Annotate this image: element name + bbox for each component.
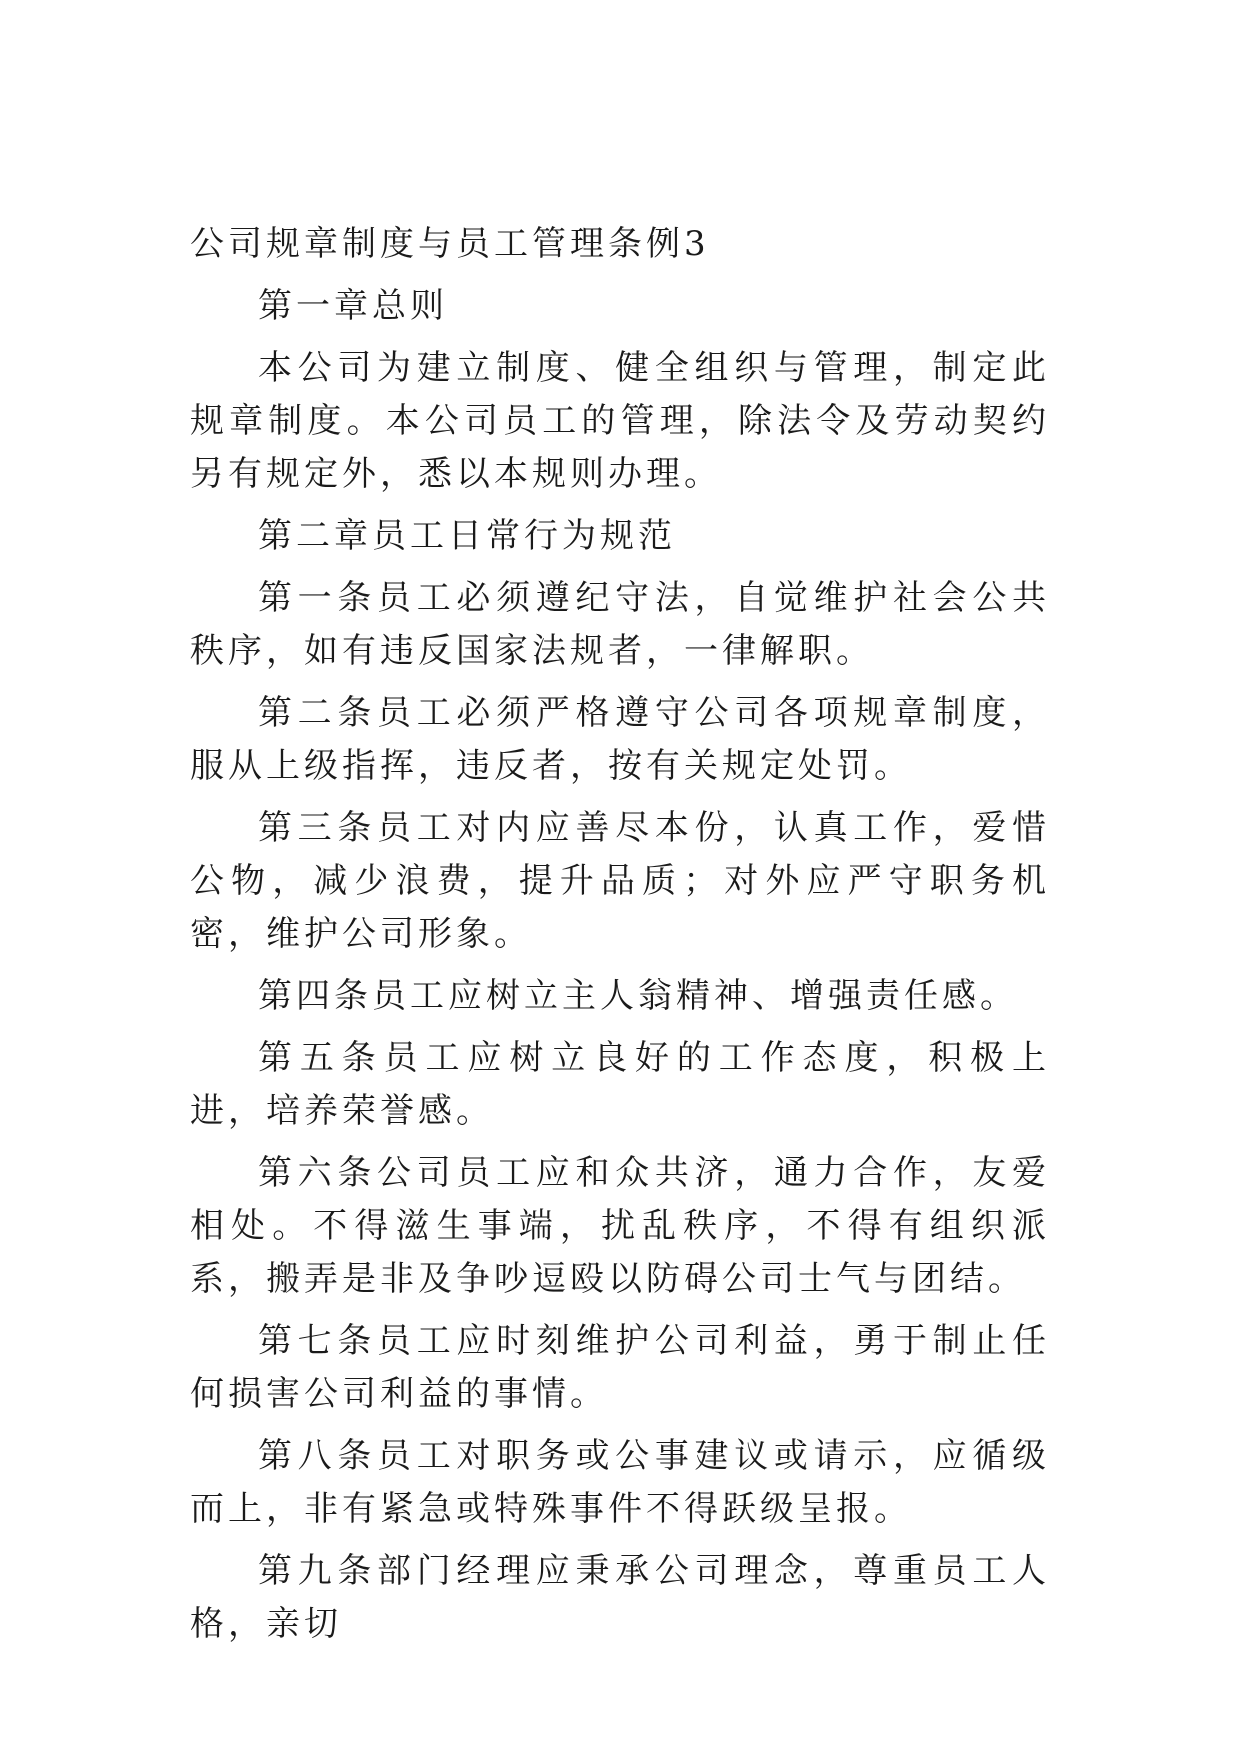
chapter-heading-2: 第二章员工日常行为规范: [258, 516, 676, 556]
article-2: 第二条员工必须严格遵守公司各项规章制度，服从上级指挥，违反者，按有关规定处罚。: [190, 693, 1050, 786]
article-5: 第五条员工应树立良好的工作态度，积极上进，培养荣誉感。: [190, 1038, 1050, 1131]
article-8: 第八条员工对职务或公事建议或请示，应循级而上，非有紧急或特殊事件不得跃级呈报。: [190, 1436, 1050, 1529]
document-title: 公司规章制度与员工管理条例3: [190, 224, 710, 264]
article-3: 第三条员工对内应善尽本份，认真工作，爱惜公物，减少浪费，提升品质；对外应严守职务机密，维护公司形象。: [190, 808, 1050, 954]
article-6: 第六条公司员工应和众共济，通力合作，友爱相处。不得滋生事端，扰乱秩序，不得有组织派系，搬弄是非及争吵逗殴以防碍公司士气与团结。: [190, 1153, 1050, 1299]
chapter-heading-1: 第一章总则: [258, 286, 448, 326]
article-4: 第四条员工应树立主人翁精神、增强责任感。: [258, 976, 1018, 1016]
article-7: 第七条员工应时刻维护公司利益，勇于制止任何损害公司利益的事情。: [190, 1321, 1050, 1414]
document-body: [190, 218, 1050, 1660]
paragraph-purpose: 本公司为建立制度、健全组织与管理，制定此规章制度。本公司员工的管理，除法令及劳动契约另有规定外，悉以本规则办理。: [190, 348, 1050, 494]
article-1: 第一条员工必须遵纪守法，自觉维护社会公共秩序，如有违反国家法规者，一律解职。: [190, 578, 1050, 671]
article-9: 第九条部门经理应秉承公司理念，尊重员工人格，亲切: [190, 1551, 1050, 1644]
